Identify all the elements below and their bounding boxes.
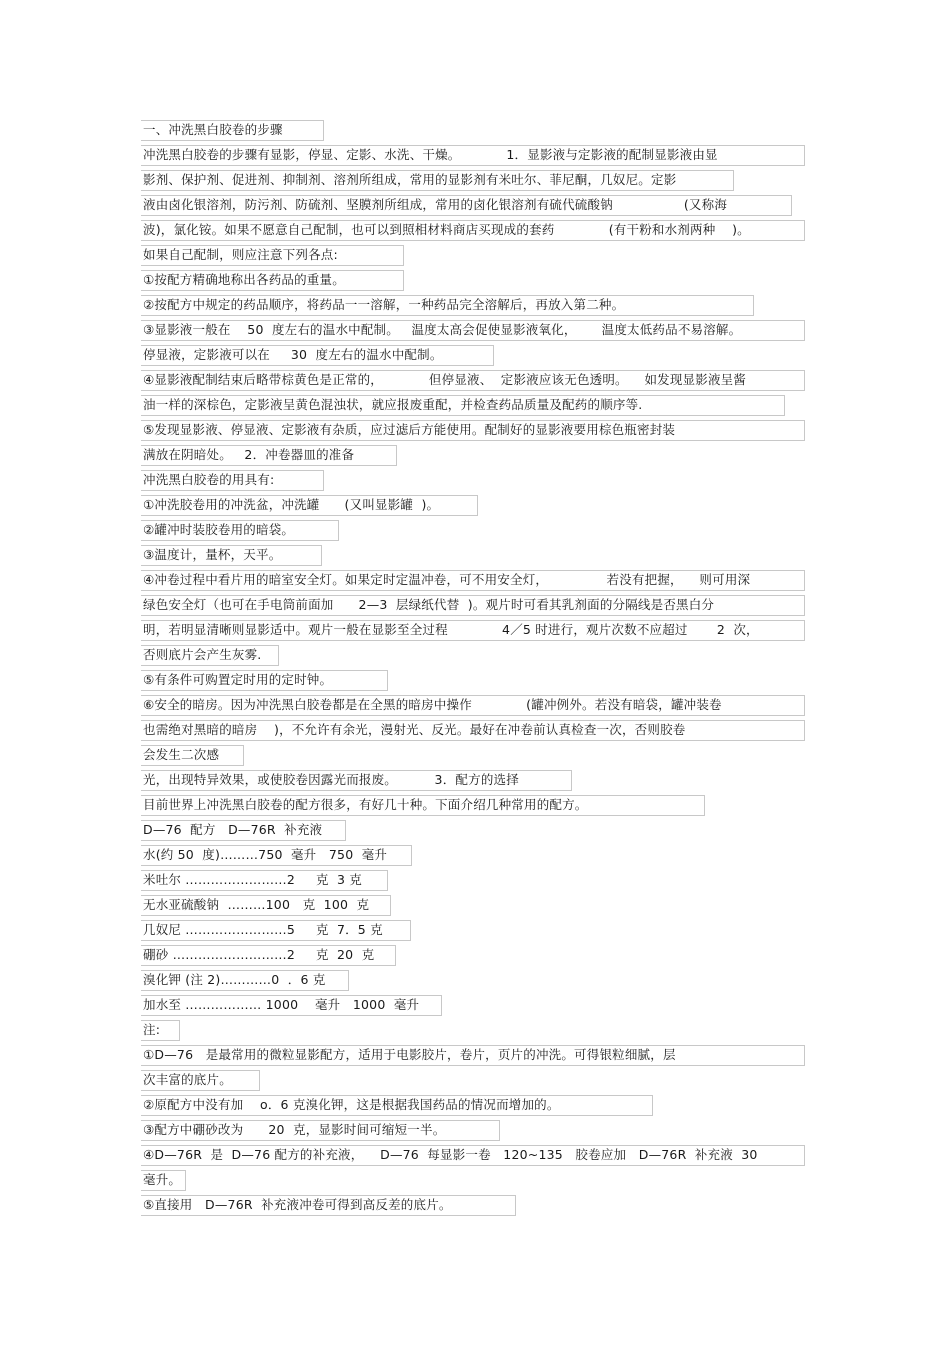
list-item: ②罐冲时装胶卷用的暗袋。 <box>143 522 295 537</box>
note-item: ③配方中硼砂改为 20 克，显影时间可缩短一半。 <box>143 1122 446 1137</box>
note-item: ④D—76R 是 D—76 配方的补充液， D—76 每显影一卷 120~135 胶卷应加 D—76R 补充液 30 <box>143 1147 758 1162</box>
text-line: 目前世界上冲洗黑白胶卷的配方很多，有好几十种。下面介绍几种常用的配方。 <box>143 797 588 812</box>
formula-row: 无水亚硫酸钠 ………100 克 100 克 <box>143 897 370 912</box>
text-line: 否则底片会产生灰雾. <box>143 647 262 662</box>
section-heading: 一、冲洗黑白胶卷的步骤 <box>143 122 283 137</box>
list-item: ④冲卷过程中看片用的暗室安全灯。如果定时定温冲卷，可不用安全灯， 若没有把握， 则可用深 <box>143 572 751 587</box>
formula-header: D—76 配方 D—76R 补充液 <box>143 822 323 837</box>
text-line: 次丰富的底片。 <box>143 1072 232 1087</box>
list-item: ⑤有条件可购置定时用的定时钟。 <box>143 672 333 687</box>
text-line: 会发生二次感 <box>143 747 220 762</box>
formula-row: 米吐尔 ……………………2 克 3 克 <box>143 872 362 887</box>
list-item: ⑥安全的暗房。因为冲洗黑白胶卷都是在全黑的暗房中操作 (罐冲例外。若没有暗袋，罐冲装卷 <box>143 697 722 712</box>
formula-row: 溴化钾 (注 2)…………0 ．6 克 <box>143 972 326 987</box>
text-line: 毫升。 <box>143 1172 182 1187</box>
text-line: 液由卤化银溶剂，防污剂、防硫剂、坚膜剂所组成，常用的卤化银溶剂有硫代硫酸钠 (又称海 <box>143 197 728 212</box>
note-item: ①D—76 是最常用的微粒显影配方，适用于电影胶片，卷片，页片的冲洗。可得银粒细腻，层 <box>143 1047 676 1062</box>
note-item: ②原配方中没有加 o．6 克溴化钾，这是根据我国药品的情况而增加的。 <box>143 1097 560 1112</box>
text-line: 明，若明显清晰则显影适中。观片一般在显影至全过程 4／5 时进行，观片次数不应超过 2 次， <box>143 622 759 637</box>
formula-row: 硼砂 ………………………2 克 20 克 <box>143 947 375 962</box>
text-line: 油一样的深棕色，定影液呈黄色混浊状，就应报废重配，并检查药品质量及配药的顺序等. <box>143 397 643 412</box>
text-line: 影剂、保护剂、促进剂、抑制剂、溶剂所组成，常用的显影剂有米吐尔、菲尼酮，几奴尼。定影 <box>143 172 677 187</box>
text-line: 停显液，定影液可以在 30 度左右的温水中配制。 <box>143 347 443 362</box>
text-line: 光，出现特异效果，或使胶卷因露光而报废。 3．配方的选择 <box>143 772 519 787</box>
text-line: 冲洗黑白胶卷的步骤有显影，停显、定影、水洗、干燥。 1．显影液与定影液的配制显影液由显 <box>143 147 718 162</box>
list-item: ①冲洗胶卷用的冲洗盆，冲洗罐 (又叫显影罐 )。 <box>143 497 440 512</box>
list-item: ④显影液配制结束后略带棕黄色是正常的， 但停显液、 定影液应该无色透明。 如发现显影液呈酱 <box>143 372 747 387</box>
formula-row: 水(约 50 度)………750 毫升 750 毫升 <box>143 847 388 862</box>
text-line: 如果自己配制，则应注意下列各点: <box>143 247 338 262</box>
list-item: ①按配方精确地称出各药品的重量。 <box>143 272 345 287</box>
list-item: ③温度计，量杯，天平。 <box>143 547 282 562</box>
list-item: ⑤发现显影液、停显液、定影液有杂质，应过滤后方能使用。配制好的显影液要用棕色瓶密封装 <box>143 422 676 437</box>
list-item: ③显影液一般在 50 度左右的温水中配制。 温度太高会促使显影液氧化， 温度太低药品不易溶解。 <box>143 322 742 337</box>
notes-heading: 注: <box>143 1022 161 1037</box>
text-line: 波)，氯化铵。如果不愿意自己配制，也可以到照相材料商店买现成的套药 (有干粉和水剂两种 )。 <box>143 222 750 237</box>
text-line: 也需绝对黑暗的暗房 )，不允许有余光，漫射光、反光。最好在冲卷前认真检查一次，否则胶卷 <box>143 722 686 737</box>
list-item: ②按配方中规定的药品顺序，将药品一一溶解，一种药品完全溶解后，再放入第二种。 <box>143 297 625 312</box>
text-line: 满放在阴暗处。 2．冲卷器皿的准备 <box>143 447 355 462</box>
text-line: 绿色安全灯（也可在手电筒前面加 2—3 层绿纸代替 )。观片时可看其乳剂面的分隔线是否黑白分 <box>143 597 715 612</box>
formula-row: 几奴尼 ……………………5 克 7．5 克 <box>143 922 383 937</box>
note-item: ⑤直接用 D—76R 补充液冲卷可得到高反差的底片。 <box>143 1197 452 1212</box>
formula-row: 加水至 ……………… 1000 毫升 1000 毫升 <box>143 997 420 1012</box>
text-line: 冲洗黑白胶卷的用具有: <box>143 472 275 487</box>
